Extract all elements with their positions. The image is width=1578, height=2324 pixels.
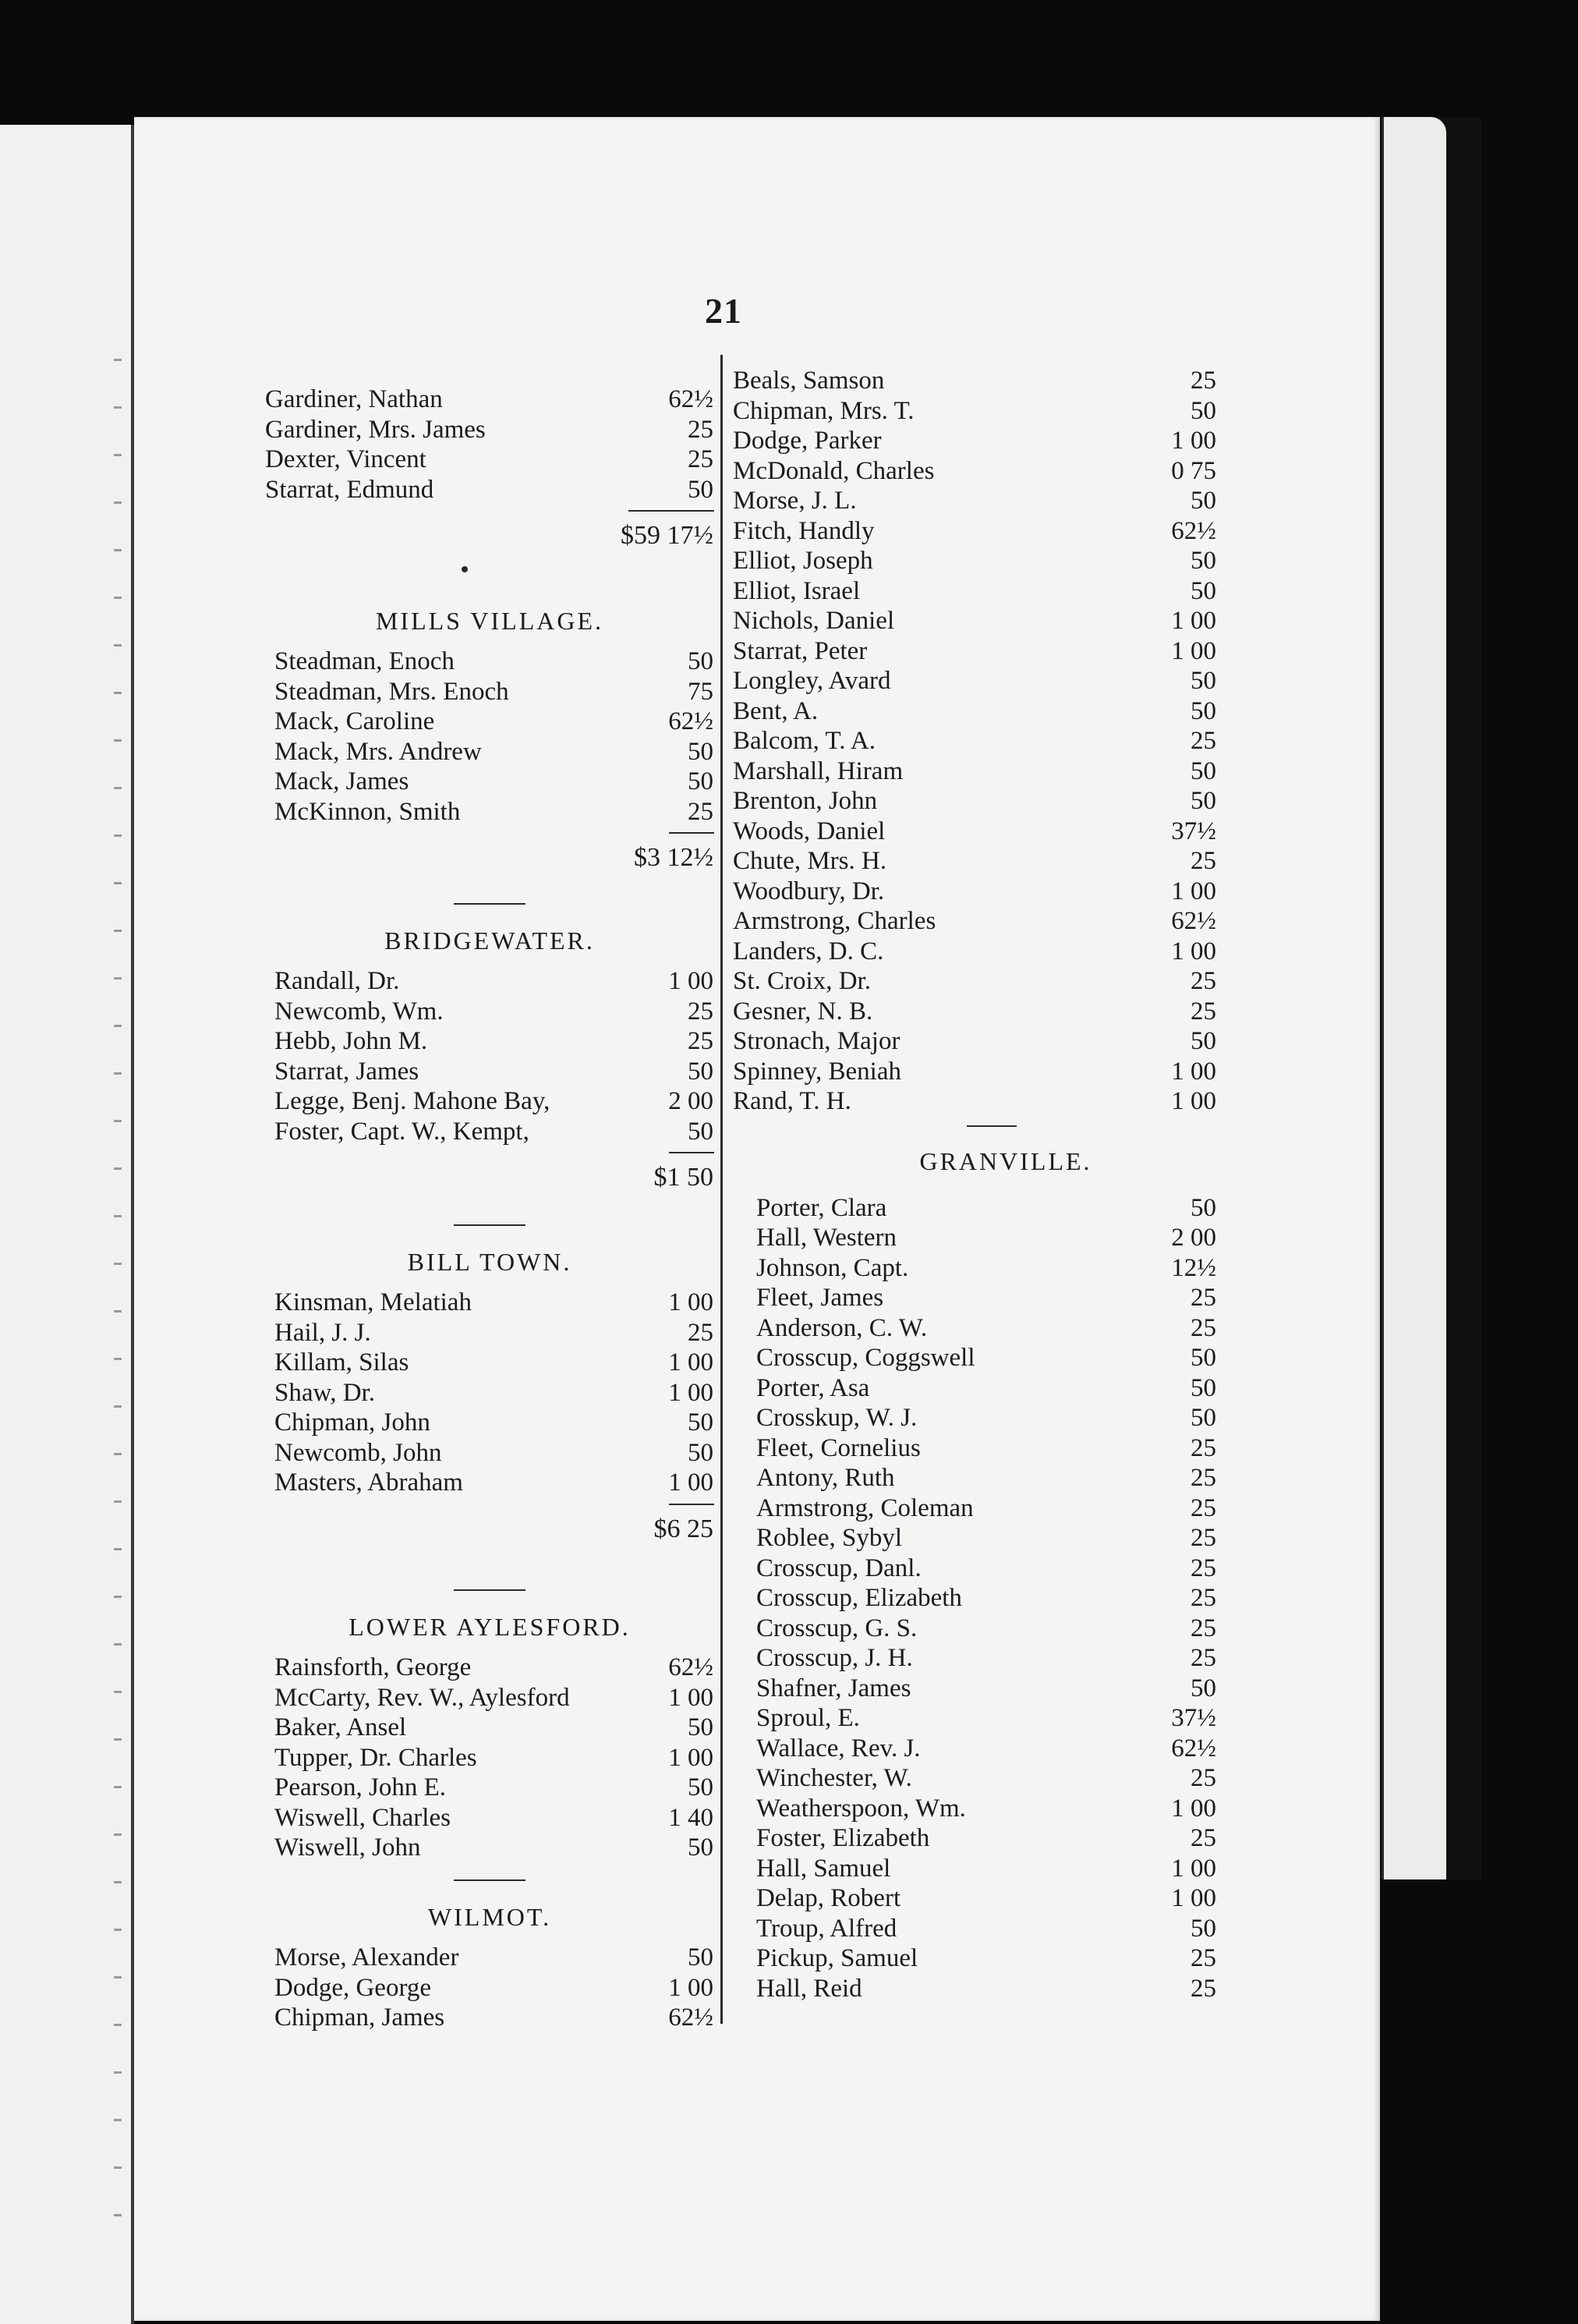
subscriber-name: Randall, Dr. <box>274 967 400 995</box>
subscriber-name: Masters, Abraham <box>274 1468 463 1497</box>
subscriber-name: Kinsman, Melatiah <box>274 1288 472 1316</box>
list-entry <box>274 1802 713 1833</box>
list-entry <box>274 1682 713 1713</box>
list-entry <box>756 1582 1216 1614</box>
subscription-amount: 2 00 <box>668 1087 713 1115</box>
list-entry <box>756 1762 1216 1794</box>
subscriber-name: Stronach, Major <box>733 1027 900 1055</box>
list-entry <box>756 1373 1216 1404</box>
subscriber-name: Wiswell, John <box>274 1833 421 1862</box>
subscriber-name: Mack, Caroline <box>274 707 435 735</box>
section-rule <box>454 1589 525 1591</box>
subscription-amount: 50 <box>688 1773 713 1801</box>
subscription-amount: 50 <box>688 737 713 766</box>
subscription-amount: 25 <box>1191 967 1216 995</box>
list-entry <box>756 1943 1216 1974</box>
list-entry <box>274 1467 713 1498</box>
section-heading: MILLS VILLAGE. <box>375 607 604 635</box>
subscription-amount: 2 00 <box>1171 1224 1216 1252</box>
subscriber-name: Woods, Daniel <box>733 817 886 845</box>
list-entry <box>733 876 1216 907</box>
list-entry <box>274 996 713 1027</box>
subscription-amount: 62½ <box>1171 1734 1216 1762</box>
section-rule <box>669 1152 714 1153</box>
list-entry <box>756 1282 1216 1313</box>
subscription-amount: 1 00 <box>1171 1087 1216 1115</box>
subscriber-name: Foster, Capt. W., Kempt, <box>274 1117 529 1146</box>
subscription-amount: 75 <box>688 677 713 706</box>
list-entry <box>274 1742 713 1773</box>
list-entry <box>274 965 713 997</box>
subscription-amount: 1 00 <box>1171 937 1216 965</box>
subscription-amount: 1 00 <box>1171 427 1216 455</box>
section-heading: WILMOT. <box>427 1903 552 1931</box>
list-entry <box>733 1026 1216 1057</box>
subscriber-name: Weatherspoon, Wm. <box>756 1794 966 1823</box>
list-entry <box>733 665 1216 696</box>
subscriber-name: McDonald, Charles <box>733 456 935 485</box>
list-entry <box>733 636 1216 667</box>
list-entry <box>733 395 1216 427</box>
list-entry <box>756 1433 1216 1464</box>
list-entry <box>756 1522 1216 1553</box>
list-entry <box>756 1493 1216 1524</box>
subscriber-name: Sproul, E. <box>756 1704 860 1732</box>
section-rule <box>967 1125 1017 1127</box>
subscription-amount: 62½ <box>668 707 713 735</box>
subscriber-name: Wiswell, Charles <box>274 1803 451 1832</box>
subscription-amount: 25 <box>688 445 713 473</box>
list-entry <box>274 1437 713 1468</box>
subscriber-name: St. Croix, Dr. <box>733 967 871 995</box>
list-entry <box>756 1883 1216 1914</box>
section-rule <box>628 510 714 512</box>
subscription-amount: 1 00 <box>668 967 713 995</box>
subscriber-name: McKinnon, Smith <box>274 797 461 826</box>
list-entry <box>756 1192 1216 1224</box>
subscriber-name: Chipman, Mrs. T. <box>733 396 915 425</box>
subscription-amount: 50 <box>1191 1344 1216 1372</box>
list-entry <box>756 1673 1216 1704</box>
subscriber-name: Fitch, Handly <box>733 516 875 545</box>
list-entry <box>756 1462 1216 1493</box>
subscription-amount: 25 <box>688 1027 713 1055</box>
subscription-amount: 50 <box>1191 487 1216 515</box>
subscriber-name: Rainsforth, George <box>274 1653 472 1681</box>
list-entry <box>274 1407 713 1438</box>
subscription-amount: 1 00 <box>1171 1854 1216 1883</box>
subscriber-name: McCarty, Rev. W., Aylesford <box>274 1683 570 1712</box>
section-heading: GRANVILLE. <box>919 1146 1092 1175</box>
subscriber-name: Crosscup, Elizabeth <box>756 1584 962 1612</box>
subscription-amount: 25 <box>1191 997 1216 1026</box>
list-entry <box>274 1832 713 1863</box>
subscriber-name: Wallace, Rev. J. <box>756 1734 921 1762</box>
list-entry <box>756 1823 1216 1854</box>
list-entry <box>274 1972 713 2003</box>
subscriber-name: Armstrong, Charles <box>733 907 936 935</box>
section-total: $1 50 <box>653 1163 713 1192</box>
subscriber-name: Woodbury, Dr. <box>733 877 885 905</box>
subscription-amount: 1 00 <box>668 1683 713 1712</box>
subscriber-name: Shafner, James <box>756 1674 911 1702</box>
section-heading: BILL TOWN. <box>407 1248 572 1276</box>
list-entry <box>733 996 1216 1027</box>
list-entry <box>265 474 713 505</box>
list-entry <box>733 455 1216 487</box>
subscription-amount: 25 <box>1191 367 1216 395</box>
section-heading: BRIDGEWATER. <box>384 926 595 955</box>
bleed-through-marks <box>111 359 126 2308</box>
subscriber-name: Hebb, John M. <box>274 1027 428 1055</box>
subscription-amount: 50 <box>1191 787 1216 815</box>
subscriber-name: Bent, A. <box>733 696 819 725</box>
list-entry <box>733 936 1216 967</box>
subscription-amount: 25 <box>1191 1553 1216 1582</box>
facing-page-edge <box>0 125 134 2324</box>
subscription-amount: 50 <box>688 1057 713 1086</box>
subscription-amount: 25 <box>1191 1284 1216 1312</box>
list-entry <box>274 1317 713 1348</box>
list-entry <box>733 756 1216 787</box>
subscriber-name: Baker, Ansel <box>274 1713 407 1741</box>
section-heading: LOWER AYLESFORD. <box>349 1613 631 1641</box>
subscriber-name: Roblee, Sybyl <box>756 1524 902 1552</box>
list-entry <box>733 785 1216 817</box>
subscription-amount: 50 <box>688 1117 713 1146</box>
subscriber-name: Hail, J. J. <box>274 1318 371 1347</box>
subscription-amount: 1 00 <box>1171 1057 1216 1086</box>
list-entry <box>274 1026 713 1057</box>
subscription-amount: 25 <box>688 415 713 444</box>
subscriber-name: Hall, Reid <box>756 1974 862 2003</box>
subscriber-name: Morse, J. L. <box>733 487 857 515</box>
subscriber-name: Tupper, Dr. Charles <box>274 1743 477 1772</box>
subscriber-name: Crosscup, J. H. <box>756 1644 913 1672</box>
list-entry <box>756 1853 1216 1884</box>
subscription-amount: 50 <box>1191 696 1216 725</box>
subscription-amount: 37½ <box>1171 817 1216 845</box>
list-entry <box>274 1772 713 1803</box>
list-entry <box>274 1942 713 1973</box>
subscriber-name: Killam, Silas <box>274 1348 409 1376</box>
subscription-amount: 62½ <box>668 1653 713 1681</box>
subscription-amount: 50 <box>1191 547 1216 575</box>
list-entry <box>756 1702 1216 1734</box>
subscription-amount: 25 <box>1191 1974 1216 2003</box>
list-entry <box>274 1086 713 1117</box>
subscription-amount: 62½ <box>1171 516 1216 545</box>
subscription-amount: 25 <box>688 1318 713 1347</box>
subscriber-name: Starrat, Peter <box>733 636 868 665</box>
subscriber-name: Fleet, Cornelius <box>756 1433 921 1462</box>
subscriber-name: Landers, D. C. <box>733 937 884 965</box>
list-entry <box>756 1313 1216 1344</box>
subscription-amount: 25 <box>688 997 713 1026</box>
list-entry <box>756 1252 1216 1284</box>
subscription-amount: 50 <box>1191 1914 1216 1943</box>
list-entry <box>733 696 1216 727</box>
list-entry <box>756 1793 1216 1824</box>
subscription-amount: 25 <box>1191 1464 1216 1492</box>
subscription-amount: 25 <box>1191 1644 1216 1672</box>
list-entry <box>274 1712 713 1743</box>
subscription-amount: 50 <box>688 647 713 675</box>
subscription-amount: 1 00 <box>668 1973 713 2002</box>
subscriber-name: Newcomb, Wm. <box>274 997 444 1026</box>
list-entry <box>733 545 1216 576</box>
subscriber-name: Longley, Avard <box>733 667 891 695</box>
subscription-amount: 50 <box>688 1943 713 1972</box>
subscriber-name: Hall, Samuel <box>756 1854 891 1883</box>
list-entry <box>733 515 1216 547</box>
subscriber-name: Rand, T. H. <box>733 1087 851 1115</box>
list-entry <box>274 766 713 797</box>
list-entry <box>756 1913 1216 1944</box>
subscription-amount: 50 <box>688 1438 713 1467</box>
list-entry <box>733 605 1216 636</box>
list-entry <box>733 485 1216 516</box>
column-divider <box>720 355 723 2024</box>
subscription-amount: 50 <box>1191 1404 1216 1432</box>
subscription-amount: 25 <box>1191 727 1216 755</box>
list-entry <box>733 816 1216 847</box>
subscriber-name: Elliot, Joseph <box>733 547 873 575</box>
subscription-amount: 25 <box>1191 1944 1216 1972</box>
list-entry <box>274 1056 713 1087</box>
subscriber-name: Steadman, Mrs. Enoch <box>274 677 509 706</box>
subscriber-name: Starrat, Edmund <box>265 475 434 504</box>
subscription-amount: 50 <box>688 767 713 795</box>
subscription-amount: 50 <box>1191 1373 1216 1402</box>
section-total: $6 25 <box>653 1514 713 1543</box>
list-entry <box>274 1377 713 1408</box>
subscription-amount: 50 <box>1191 667 1216 695</box>
dot-mark <box>462 566 468 572</box>
subscription-amount: 1 40 <box>668 1803 713 1832</box>
list-entry <box>756 1973 1216 2004</box>
list-entry <box>274 1652 713 1683</box>
list-entry <box>274 706 713 737</box>
page-edge <box>1382 117 1446 1879</box>
subscription-amount: 50 <box>1191 1027 1216 1055</box>
subscriber-name: Marshall, Hiram <box>733 756 904 785</box>
subscriber-name: Crosscup, Coggswell <box>756 1344 975 1372</box>
subscriber-name: Chute, Mrs. H. <box>733 847 887 875</box>
subscription-amount: 12½ <box>1171 1253 1216 1282</box>
list-entry <box>733 365 1216 396</box>
list-entry <box>733 965 1216 997</box>
subscription-amount: 1 00 <box>668 1378 713 1407</box>
subscriber-name: Johnson, Capt. <box>756 1253 909 1282</box>
subscriber-name: Shaw, Dr. <box>274 1378 375 1407</box>
list-entry <box>265 414 713 445</box>
list-entry <box>733 425 1216 456</box>
subscriber-name: Mack, Mrs. Andrew <box>274 737 482 766</box>
list-entry <box>265 444 713 475</box>
subscription-amount: 50 <box>688 1408 713 1437</box>
subscription-amount: 25 <box>1191 1433 1216 1462</box>
subscriber-name: Foster, Elizabeth <box>756 1824 930 1852</box>
list-entry <box>274 1287 713 1318</box>
subscriber-name: Mack, James <box>274 767 409 795</box>
subscriber-name: Dexter, Vincent <box>265 445 426 473</box>
subscriber-name: Antony, Ruth <box>756 1464 895 1492</box>
subscription-amount: 1 00 <box>668 1743 713 1772</box>
subscription-amount: 62½ <box>668 2003 713 2032</box>
list-entry <box>733 1056 1216 1087</box>
subscription-amount: 50 <box>688 475 713 504</box>
subscription-amount: 0 75 <box>1171 456 1216 485</box>
list-entry <box>733 576 1216 607</box>
subscriber-name: Chipman, James <box>274 2003 445 2032</box>
subscriber-name: Gardiner, Nathan <box>265 385 443 413</box>
subscription-amount: 1 00 <box>1171 607 1216 635</box>
subscriber-name: Chipman, John <box>274 1408 430 1437</box>
subscriber-name: Balcom, T. A. <box>733 727 876 755</box>
list-entry <box>733 845 1216 877</box>
section-total: $59 17½ <box>621 521 713 550</box>
subscriber-name: Morse, Alexander <box>274 1943 459 1972</box>
subscriber-name: Crosscup, Danl. <box>756 1553 922 1582</box>
subscription-amount: 25 <box>1191 1764 1216 1792</box>
subscriber-name: Fleet, James <box>756 1284 884 1312</box>
subscriber-name: Brenton, John <box>733 787 878 815</box>
subscription-amount: 25 <box>1191 1824 1216 1852</box>
list-entry <box>756 1613 1216 1644</box>
subscription-amount: 50 <box>1191 396 1216 425</box>
subscription-amount: 1 00 <box>1171 1884 1216 1912</box>
subscriber-name: Legge, Benj. Mahone Bay, <box>274 1087 550 1115</box>
subscription-amount: 37½ <box>1171 1704 1216 1732</box>
subscription-amount: 50 <box>688 1833 713 1862</box>
subscriber-name: Dodge, George <box>274 1973 431 2002</box>
subscriber-name: Steadman, Enoch <box>274 647 455 675</box>
list-entry <box>756 1642 1216 1674</box>
subscription-amount: 25 <box>1191 1524 1216 1552</box>
subscriber-name: Gesner, N. B. <box>733 997 873 1026</box>
subscription-amount: 50 <box>1191 1193 1216 1222</box>
subscriber-name: Gardiner, Mrs. James <box>265 415 486 444</box>
subscription-amount: 50 <box>688 1713 713 1741</box>
list-entry <box>756 1222 1216 1253</box>
subscription-amount: 1 00 <box>1171 877 1216 905</box>
list-entry <box>265 384 713 415</box>
subscriber-name: Nichols, Daniel <box>733 607 895 635</box>
subscription-amount: 25 <box>1191 1584 1216 1612</box>
subscriber-name: Anderson, C. W. <box>756 1313 928 1342</box>
subscription-amount: 25 <box>1191 1493 1216 1522</box>
subscription-amount: 62½ <box>668 385 713 413</box>
section-rule <box>454 1224 525 1226</box>
page-number: 21 <box>705 291 742 331</box>
subscription-amount: 25 <box>1191 1313 1216 1342</box>
subscription-amount: 50 <box>1191 576 1216 605</box>
subscriber-name: Spinney, Beniah <box>733 1057 901 1086</box>
subscription-amount: 50 <box>1191 756 1216 785</box>
list-entry <box>274 2002 713 2033</box>
subscriber-name: Hall, Western <box>756 1224 897 1252</box>
subscription-amount: 25 <box>1191 847 1216 875</box>
list-entry <box>756 1733 1216 1764</box>
subscription-amount: 1 00 <box>668 1288 713 1316</box>
section-rule <box>669 832 714 834</box>
subscriber-name: Pickup, Samuel <box>756 1944 918 1972</box>
subscriber-name: Pearson, John E. <box>274 1773 446 1801</box>
subscription-amount: 1 00 <box>668 1348 713 1376</box>
subscription-amount: 62½ <box>1171 907 1216 935</box>
subscriber-name: Porter, Asa <box>756 1373 870 1402</box>
subscriber-name: Winchester, W. <box>756 1764 912 1792</box>
list-entry <box>733 905 1216 937</box>
subscription-amount: 25 <box>688 797 713 826</box>
list-entry <box>756 1342 1216 1373</box>
list-entry <box>274 1116 713 1147</box>
subscription-amount: 1 00 <box>668 1468 713 1497</box>
subscriber-name: Armstrong, Coleman <box>756 1493 974 1522</box>
subscriber-name: Crosscup, G. S. <box>756 1614 918 1642</box>
subscriber-name: Crosskup, W. J. <box>756 1404 918 1432</box>
list-entry <box>733 725 1216 756</box>
subscriber-name: Dodge, Parker <box>733 427 882 455</box>
subscription-amount: 50 <box>1191 1674 1216 1702</box>
section-rule <box>454 903 525 905</box>
list-entry <box>274 796 713 827</box>
subscriber-name: Porter, Clara <box>756 1193 887 1222</box>
list-entry <box>274 1347 713 1378</box>
section-rule <box>454 1879 525 1881</box>
subscriber-name: Delap, Robert <box>756 1884 901 1912</box>
list-entry <box>756 1553 1216 1584</box>
section-rule <box>669 1504 714 1505</box>
list-entry <box>274 736 713 767</box>
subscriber-name: Newcomb, John <box>274 1438 442 1467</box>
list-entry <box>733 1086 1216 1117</box>
subscriber-name: Beals, Samson <box>733 367 885 395</box>
subscription-amount: 1 00 <box>1171 1794 1216 1823</box>
section-total: $3 12½ <box>634 843 713 872</box>
list-entry <box>274 676 713 707</box>
subscriber-name: Elliot, Israel <box>733 576 861 605</box>
subscriber-name: Starrat, James <box>274 1057 419 1086</box>
subscriber-name: Troup, Alfred <box>756 1914 897 1943</box>
list-entry <box>756 1402 1216 1433</box>
subscription-amount: 25 <box>1191 1614 1216 1642</box>
subscription-amount: 1 00 <box>1171 636 1216 665</box>
list-entry <box>274 646 713 677</box>
